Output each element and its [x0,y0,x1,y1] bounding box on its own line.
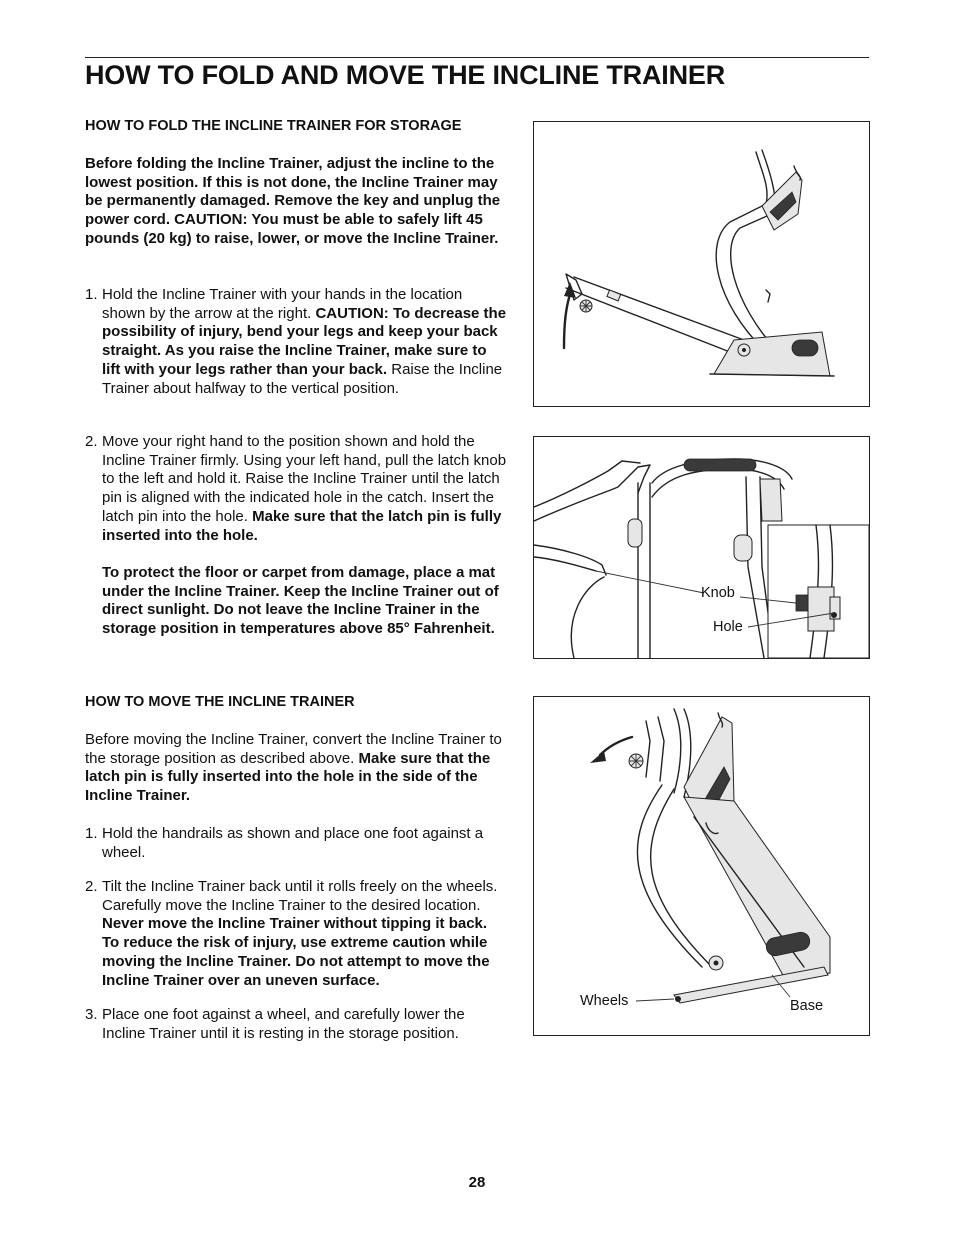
step-number: 1. [85,825,98,842]
step-emphasis: Make sure that the latch pin is fully inserted into the hole. [102,507,502,544]
knob-label: Knob [701,585,735,601]
hole-label: Hole [713,619,743,635]
fold-step-1 [85,286,507,398]
fold-heading: HOW TO FOLD THE INCLINE TRAINER FOR STORAGE [85,118,462,134]
step-number: 3. [85,1006,98,1023]
step-text: Hold the Incline Trainer with your hands in the location shown by the arrow at the right. [102,286,463,322]
move-heading: HOW TO MOVE THE INCLINE TRAINER [85,694,355,710]
page-title: HOW TO FOLD AND MOVE THE INCLINE TRAINER [85,60,725,90]
wheels-label: Wheels [580,993,629,1009]
step-text: Hold the handrails as shown and place one foot against a wheel. [102,825,484,861]
latch-illustration [534,437,869,658]
base-label: Base [790,998,824,1014]
wheel-marker [675,996,681,1002]
step-text: Place one foot against a wheel, and carefully lower the Incline Trainer until it is resting in the storage position. [102,1006,465,1042]
move-intro [85,731,511,806]
fold-step-2 [85,433,507,545]
move-step-3 [85,1006,507,1043]
step-number: 2. [85,433,98,450]
step-caution: CAUTION: To decrease the possibility of injury, bend your legs and keep your back straight. As you raise the Incline Trainer, make sure to lift with your legs rather than your back. [102,304,507,378]
trainer-raising-illustration [534,122,869,406]
step-text: Move your right hand to the position shown and hold the Incline Trainer firmly. Using your left hand, pull the latch knob to the left and hold it. Raise the Incline Trainer until the latch pin is aligned with the indicated hole in the catch. Insert the latch pin into the hole. [102,433,507,525]
intro-emphasis: Make sure that the latch pin is fully inserted into the hole in the side of the Incline Trainer. [85,749,491,805]
fold-note: To protect the floor or carpet from damage, place a mat under the Incline Trainer. Keep the Incline Trainer out of direct sunlight. Do not leave the Incline Trainer in the storage position in temperatures above 85° Fahrenheit. [102,564,499,638]
page-number: 28 [468,1174,486,1191]
tilt-arrow-icon [590,751,606,763]
move-step-1 [85,825,507,862]
figure-move-trainer [533,696,870,1036]
step-number: 2. [85,878,98,895]
step-caution: Never move the Incline Trainer without tipping it back. To reduce the risk of injury, use extreme caution while moving the Incline Trainer. Do not attempt to move the Incline Trainer over an uneven surface. [102,915,490,989]
step-number: 1. [85,286,98,303]
step-text: Raise the Incline Trainer about halfway to the vertical position. [102,360,503,397]
figure-raise-trainer [533,121,870,407]
moving-illustration [534,697,869,1035]
move-step-2 [85,878,507,990]
fold-warning: Before folding the Incline Trainer, adjust the incline to the lowest position. If this is not done, the Incline Trainer may be permanently damaged. Remove the key and unplug the power cord. CAUTION: You must be able to safely lift 45 pounds (20 kg) to raise, lower, or move the Incline Trainer. [85,155,501,247]
figure-latch-trainer [533,436,870,659]
step-text: Tilt the Incline Trainer back until it rolls freely on the wheels. Carefully move the Incline Trainer to the desired location. [102,878,498,914]
knob-icon [796,595,808,611]
intro-text: Before moving the Incline Trainer, convert the Incline Trainer to the storage position as described above. [85,731,502,767]
